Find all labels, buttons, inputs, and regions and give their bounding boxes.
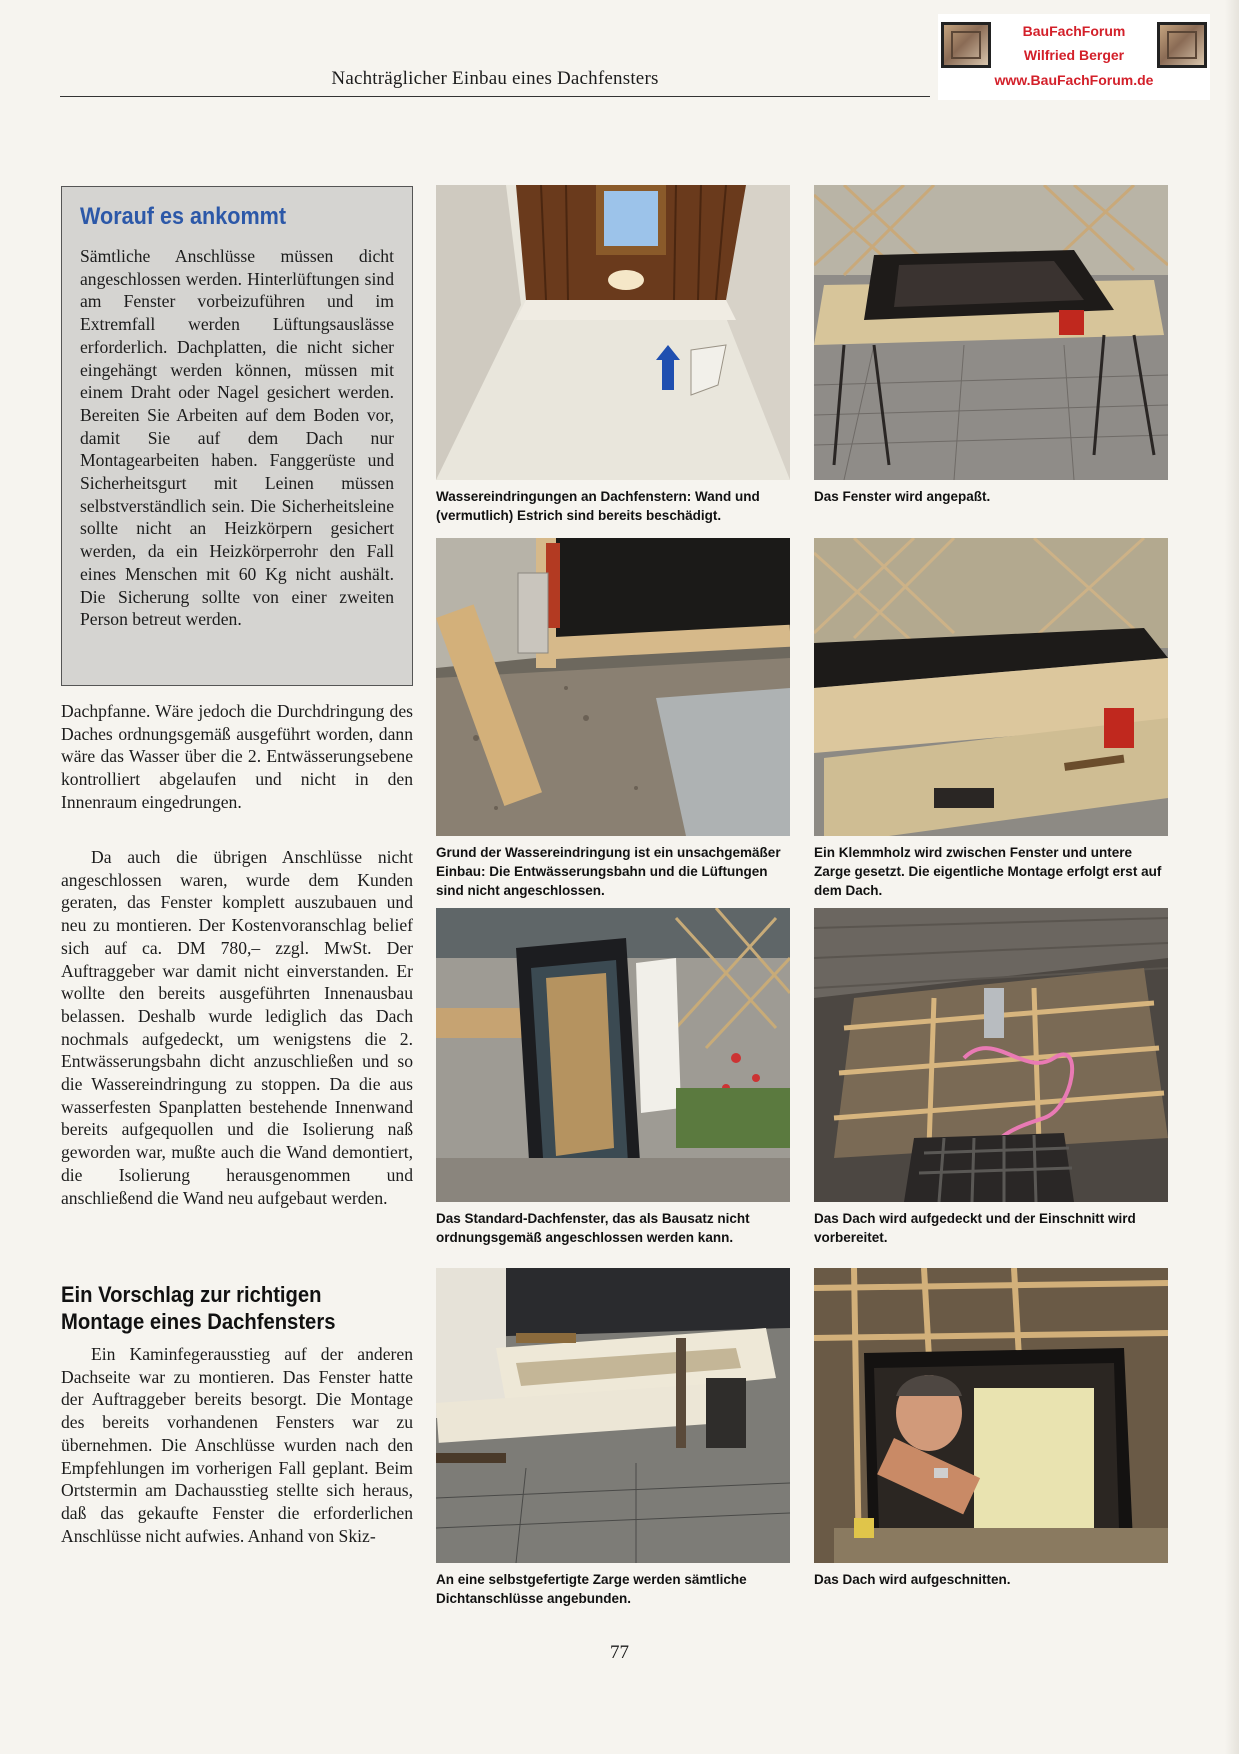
logo-brand-text: BauFachForum (1022, 23, 1126, 39)
photo-caption: Das Dach wird aufgedeckt und der Einschnitt wird vorbereitet. (814, 1211, 1136, 1245)
photo-standard-roof-window (436, 908, 790, 1202)
photo-caption: Das Standard-Dachfenster, das als Bausatz nicht ordnungsgemäß angeschlossen werden kann. (436, 1211, 750, 1245)
photo-caption: Ein Klemmholz wird zwischen Fenster und untere Zarge gesetzt. Die eigentliche Montage erfolgt erst auf dem Dach. (814, 845, 1162, 898)
section-heading: Ein Vorschlag zur richtigen Montage eines Dachfensters (61, 1282, 336, 1334)
baufachforum-logo[interactable] (938, 14, 1210, 100)
photo-clamp-wood (814, 538, 1168, 836)
window-logo-icon (941, 22, 991, 68)
photo-self-made-frame (436, 1268, 790, 1563)
photo-skylight-water-damage (436, 185, 790, 480)
photo-caption: An eine selbstgefertigte Zarge werden sämtliche Dichtanschlüsse angebunden. (436, 1572, 747, 1606)
running-title: Nachträglicher Einbau eines Dachfensters (331, 68, 659, 89)
photo-improper-installation (436, 538, 790, 836)
photo-caption: Grund der Wassereindringung ist ein unsachgemäßer Einbau: Die Entwässerungsbahn und die Lüftungen sind nicht angeschlossen. (436, 845, 781, 898)
article-paragraph: Ein Kaminfegerausstieg auf der anderen Dachseite war zu montieren. Das Fenster hatte der Auftraggeber bereits besorgt. Die Montage des bereits vorhandenen Fensters war zu übernehmen. Die Anschlüsse wurden nach den Empfehlungen im vorherigen Fall geplant. Beim Ortstermin am Dachausstieg stellte sich heraus, daß das gekaufte Fenster die erforderlichen Anschlüsse nicht aufwies. Anhand von Skiz- (61, 1344, 413, 1546)
photo-roof-uncovered (814, 908, 1168, 1202)
info-box-title: Worauf es ankommt (80, 203, 287, 230)
article-paragraph: Dachpfanne. Wäre jedoch die Durchdringung des Daches ordnungsgemäß ausgeführt worden, dann wäre das Wasser über die 2. Entwässerungsebene kontrolliert abgelaufen und nicht in den Innenraum eingedrungen. (61, 701, 413, 812)
photo-window-fitting (814, 185, 1168, 480)
photo-caption: Das Dach wird aufgeschnitten. (814, 1572, 1011, 1587)
logo-author-text: Wilfried Berger (1023, 47, 1125, 63)
page-number: 77 (610, 1642, 629, 1663)
page-edge (1225, 0, 1239, 1754)
article-paragraph: Da auch die übrigen Anschlüsse nicht angeschlossen waren, wurde dem Kunden geraten, das Fenster komplett auszubauen und neu zu montieren. Der Kostenvoranschlag belief sich auf ca. DM 780,– zzgl. MwSt. Der Auftraggeber war damit nicht einverstanden. Er wollte den bereits ausgeführten Innenausbau belassen. Deshalb wurde lediglich das Dach nochmals aufgedeckt, um wenigstens die 2. Entwässerungsbahn dicht anzuschließen und so die Wassereindringung zu stoppen. Da die aus wasserfesten Spanplatten bestehende Innenwand bereits aufgequollen und die Isolierung naß geworden war, mußte auch die Wand demontiert, die Isolierung herausgenommen und anschließend die Wand neu aufgebaut werden. (61, 847, 413, 1208)
photo-caption: Wassereindringungen an Dachfenstern: Wand und (vermutlich) Estrich sind bereits beschädigt. (436, 489, 760, 523)
header-rule (60, 96, 930, 97)
logo-url-link[interactable]: www.BauFachForum.de (994, 72, 1154, 88)
window-logo-icon (1157, 22, 1207, 68)
info-box-text: Sämtliche Anschlüsse müssen dicht angeschlossen werden. Hinterlüftungen sind am Fenster vorbeizuführen und im Extremfall werden Lüftungsauslässe erforderlich. Dachplatten, die nicht sicher eingehängt werden können, müssen mit einem Draht oder Nagel gesichert werden. Bereiten Sie Arbeiten auf dem Boden vor, damit Sie auf dem Dach nur Montagearbeiten haben. Fanggerüste und Sicherheitsgurt mit Leinen müssen selbstverständlich sein. Die Sicherheitsleine sollte nicht an Heizkörpern gesichert werden, da ein Heizkörperrohr den Fall eines Menschen mit 60 Kg nicht aushält. Die Sicherung sollte von einer zweiten Person betreut werden. (80, 246, 394, 630)
photo-caption: Das Fenster wird angepaßt. (814, 489, 991, 504)
info-box (61, 186, 413, 686)
photo-roof-cut-open (814, 1268, 1168, 1563)
